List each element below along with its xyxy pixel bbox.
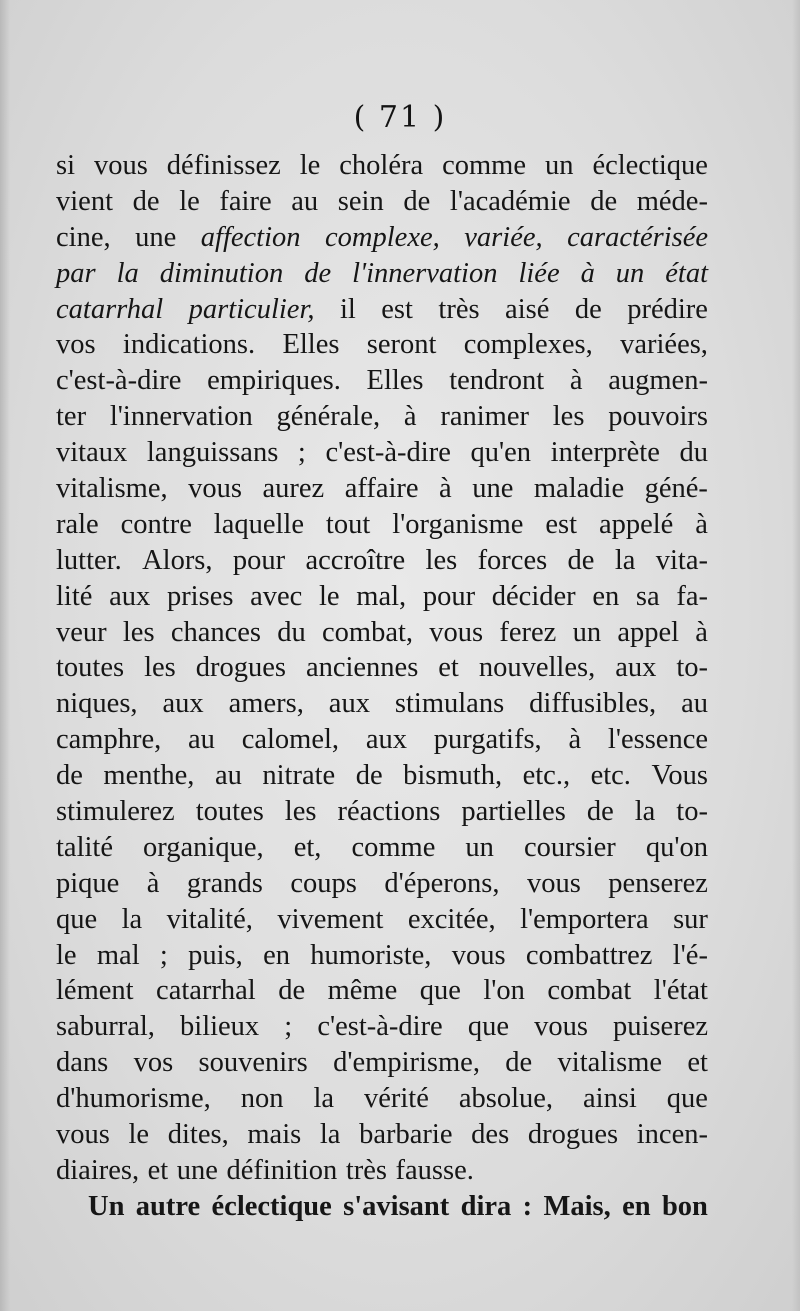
text-line: vitaux languissans ; c'est-à-dire qu'en interprète du — [56, 437, 708, 469]
text-line: pique à grands coups d'éperons, vous penserez — [56, 867, 708, 899]
text-line: si vous définissez le choléra comme un éclectique — [56, 150, 708, 181]
text-line: toutes les drogues anciennes et nouvelles, aux to- — [56, 652, 708, 684]
text-line: ter l'innervation générale, à ranimer les pouvoirs — [56, 401, 708, 433]
text-line: lité aux prises avec le mal, pour décider en sa fa- — [56, 580, 708, 612]
body-text — [56, 152, 708, 1229]
page-edge-right — [792, 0, 800, 1311]
text-line: le mal ; puis, en humoriste, vous combattrez l'é- — [56, 939, 708, 971]
text-line: talité organique, et, comme un coursier qu'on — [56, 831, 708, 863]
text-line: par la diminution de l'innervation liée à un état — [56, 257, 708, 289]
text-line: camphre, au calomel, aux purgatifs, à l'essence — [56, 724, 708, 756]
text-line: diaires, et une définition très fausse. — [56, 1154, 474, 1186]
text-line: vitalisme, vous aurez affaire à une maladie géné- — [56, 473, 708, 505]
text-line: stimulerez toutes les réactions partielles de la to- — [56, 796, 708, 828]
text-line: vous le dites, mais la barbarie des drogues incen- — [56, 1119, 708, 1151]
text-line: cine, une affection complexe, variée, caractérisée — [56, 221, 708, 253]
text-line: lutter. Alors, pour accroître les forces de la vita- — [56, 544, 708, 576]
page-edge-left — [0, 0, 10, 1311]
text-line: lément catarrhal de même que l'on combat l'état — [56, 975, 708, 1007]
text-line: d'humorisme, non la vérité absolue, ainsi que — [56, 1083, 708, 1115]
text-line: veur les chances du combat, vous ferez un appel à — [56, 616, 708, 648]
text-line: dans vos souvenirs d'empirisme, de vitalisme et — [56, 1047, 708, 1079]
text-line: que la vitalité, vivement excitée, l'emportera sur — [56, 903, 708, 935]
text-line: Un autre éclectique s'avisant dira : Mais, en bon — [88, 1190, 708, 1222]
text-line: rale contre laquelle tout l'organisme est appelé à — [56, 508, 708, 540]
text-line: catarrhal particulier, il est très aisé de prédire — [56, 293, 708, 325]
text-line: vient de le faire au sein de l'académie de méde- — [56, 185, 708, 217]
text-line: niques, aux amers, aux stimulans diffusibles, au — [56, 688, 708, 720]
text-line: de menthe, au nitrate de bismuth, etc., etc. Vous — [56, 760, 708, 792]
text-line: c'est-à-dire empiriques. Elles tendront à augmen- — [56, 365, 708, 397]
page-number: ( 71 ) — [353, 100, 447, 135]
text-line: vos indications. Elles seront complexes, variées, — [56, 329, 708, 361]
text-line: saburral, bilieux ; c'est-à-dire que vous puiserez — [56, 1011, 708, 1043]
